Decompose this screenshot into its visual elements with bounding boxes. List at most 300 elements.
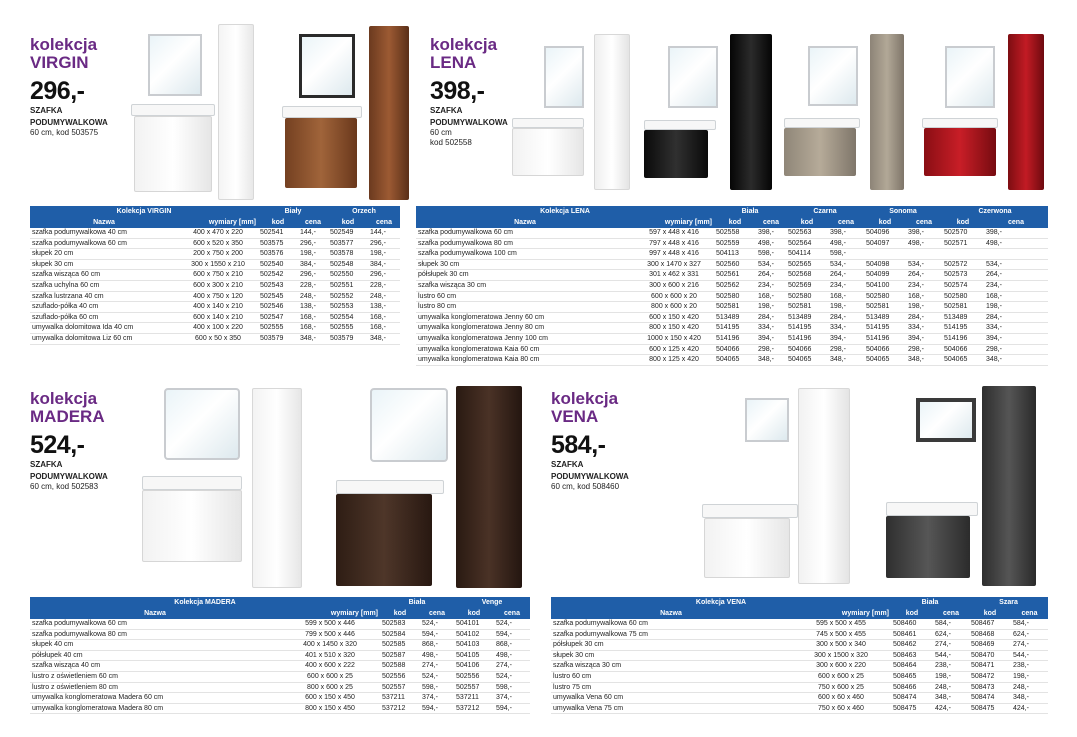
table-column-0: Nazwa xyxy=(551,608,791,619)
table-column-2: kod xyxy=(714,217,756,228)
row-dimensions: 600 x 60 x 460 xyxy=(791,693,891,704)
row-code xyxy=(864,249,906,260)
table-column-1: wymiary [mm] xyxy=(178,217,258,228)
row-name: szafka podumywalkowa 40 cm xyxy=(30,228,178,238)
row-price: 228,- xyxy=(298,280,328,291)
row-price: 168,- xyxy=(368,312,400,323)
row-dimensions: 600 x 600 x 20 xyxy=(634,291,714,302)
row-name: szafka podumywalkowa 80 cm xyxy=(30,629,280,640)
row-price: 334,- xyxy=(756,323,786,334)
row-dimensions: 800 x 125 x 420 xyxy=(634,355,714,366)
lena-mirror-black xyxy=(668,46,718,108)
row-code: 502558 xyxy=(714,228,756,238)
row-price: 198,- xyxy=(933,671,969,682)
table-row xyxy=(30,640,530,651)
row-name: półsłupek 30 cm xyxy=(416,270,634,281)
row-name: szafka wisząca 30 cm xyxy=(416,280,634,291)
madera-basin-white xyxy=(142,476,242,490)
table-row xyxy=(30,270,400,281)
row-dimensions: 800 x 150 x 450 xyxy=(280,703,380,714)
row-price: 594,- xyxy=(420,629,454,640)
lena-code-1: 60 cm xyxy=(430,128,452,137)
table-row xyxy=(30,661,530,672)
table-column-3: cena xyxy=(420,608,454,619)
table-row xyxy=(30,280,400,291)
row-code: 504103 xyxy=(454,640,494,651)
table-row xyxy=(551,629,1048,640)
row-price: 168,- xyxy=(298,323,328,334)
row-code: 502562 xyxy=(714,280,756,291)
row-price: 424,- xyxy=(933,703,969,714)
madera-price: 524,- xyxy=(30,431,85,459)
row-dimensions: 600 x 750 x 210 xyxy=(178,270,258,281)
row-code: 504065 xyxy=(714,355,756,366)
table-row xyxy=(551,619,1048,629)
row-dimensions: 400 x 100 x 220 xyxy=(178,323,258,334)
table-column-header xyxy=(30,217,400,228)
table-column-3: cena xyxy=(933,608,969,619)
virgin-tall-cabinet-walnut xyxy=(369,26,409,200)
row-code: 502554 xyxy=(328,312,368,323)
row-name: szafka uchylna 60 cm xyxy=(30,280,178,291)
row-code: 502581 xyxy=(714,302,756,313)
vena-kolekcja-label: kolekcja xyxy=(551,389,619,408)
row-code: 502564 xyxy=(786,238,828,249)
lena-basin-black xyxy=(644,120,716,130)
table-row xyxy=(30,682,530,693)
row-code: 508472 xyxy=(969,671,1011,682)
row-code: 502555 xyxy=(258,323,298,334)
row-price: 524,- xyxy=(494,619,530,629)
table-row xyxy=(416,344,1048,355)
row-price: 334,- xyxy=(906,323,942,334)
table-row xyxy=(30,703,530,714)
row-code: 502581 xyxy=(786,302,828,313)
madera-basin-venge xyxy=(336,480,444,494)
row-code: 502573 xyxy=(942,270,984,281)
row-price: 138,- xyxy=(368,302,400,313)
table-title: Kolekcja MADERA xyxy=(30,597,380,608)
row-dimensions: 597 x 448 x 416 xyxy=(634,228,714,238)
madera-tall-cabinet-white xyxy=(252,388,302,588)
row-code: 508466 xyxy=(891,682,933,693)
row-code: 502580 xyxy=(942,291,984,302)
row-dimensions: 300 x 600 x 220 xyxy=(791,661,891,672)
row-code: 503576 xyxy=(258,249,298,260)
row-code: 508464 xyxy=(891,661,933,672)
row-dimensions: 800 x 150 x 420 xyxy=(634,323,714,334)
row-dimensions: 300 x 1550 x 210 xyxy=(178,259,258,270)
row-price: 598,- xyxy=(756,249,786,260)
virgin-basin-walnut xyxy=(282,106,362,118)
table-column-4: kod xyxy=(454,608,494,619)
row-code: 537212 xyxy=(454,703,494,714)
row-name: lustro 60 cm xyxy=(416,291,634,302)
table-row xyxy=(30,323,400,334)
row-price: 234,- xyxy=(984,280,1048,291)
virgin-kolekcja-label: kolekcja xyxy=(30,35,98,54)
virgin-promo xyxy=(30,36,130,138)
table-row xyxy=(30,629,530,640)
row-code: 508467 xyxy=(969,619,1011,629)
row-dimensions: 745 x 500 x 455 xyxy=(791,629,891,640)
row-code: 502546 xyxy=(258,302,298,313)
table-column-header xyxy=(551,608,1048,619)
row-price: 264,- xyxy=(828,270,864,281)
row-code: 502581 xyxy=(864,302,906,313)
row-code: 508475 xyxy=(969,703,1011,714)
table-row xyxy=(30,693,530,704)
table-column-3: cena xyxy=(756,217,786,228)
row-code: 502550 xyxy=(328,270,368,281)
row-code: 502559 xyxy=(714,238,756,249)
row-dimensions: 797 x 448 x 416 xyxy=(634,238,714,249)
row-code: 502542 xyxy=(258,270,298,281)
row-name: lustro z oświetleniem 80 cm xyxy=(30,682,280,693)
madera-vanity-white xyxy=(142,490,242,562)
row-price: 534,- xyxy=(828,259,864,270)
row-code: 514196 xyxy=(714,333,756,344)
row-code: 508470 xyxy=(969,650,1011,661)
lena-tall-cabinet-white xyxy=(594,34,630,190)
madera-desc-2: PODUMYWALKOWA xyxy=(30,472,108,481)
row-price: 168,- xyxy=(984,291,1048,302)
row-price: 248,- xyxy=(933,682,969,693)
table-row xyxy=(416,228,1048,238)
row-code: 508463 xyxy=(891,650,933,661)
row-code: 503579 xyxy=(258,333,298,344)
row-price: 198,- xyxy=(298,249,328,260)
table-row xyxy=(30,671,530,682)
lena-desc-1: SZAFKA xyxy=(430,106,463,115)
row-price: 348,- xyxy=(828,355,864,366)
row-code: 508462 xyxy=(891,640,933,651)
virgin-mirror-white xyxy=(148,34,202,96)
row-price: 534,- xyxy=(984,259,1048,270)
row-code: 502565 xyxy=(786,259,828,270)
table-row xyxy=(551,661,1048,672)
vena-mirror-grey xyxy=(916,398,976,442)
row-dimensions: 400 x 1450 x 320 xyxy=(280,640,380,651)
table-row xyxy=(551,703,1048,714)
table-title: Kolekcja VENA xyxy=(551,597,891,608)
row-price: 168,- xyxy=(756,291,786,302)
row-name: słupek 30 cm xyxy=(551,650,791,661)
row-price: 398,- xyxy=(906,228,942,238)
lena-price: 398,- xyxy=(430,77,485,105)
row-price: 348,- xyxy=(906,355,942,366)
row-code: 504066 xyxy=(714,344,756,355)
row-name: lustro 60 cm xyxy=(551,671,791,682)
row-code: 502552 xyxy=(328,291,368,302)
row-dimensions: 600 x 600 x 25 xyxy=(791,671,891,682)
row-price: 394,- xyxy=(828,333,864,344)
row-dimensions: 800 x 600 x 25 xyxy=(280,682,380,693)
table-column-2: kod xyxy=(258,217,298,228)
row-code: 508475 xyxy=(891,703,933,714)
lena-mirror-sonoma xyxy=(808,46,858,106)
table-column-2: kod xyxy=(380,608,420,619)
row-price: 284,- xyxy=(906,312,942,323)
table-column-header xyxy=(30,608,530,619)
row-code: 502556 xyxy=(380,671,420,682)
row-price: 348,- xyxy=(298,333,328,344)
row-code: 502548 xyxy=(328,259,368,270)
row-dimensions: 600 x 140 x 210 xyxy=(178,312,258,323)
row-price: 524,- xyxy=(420,619,454,629)
row-price: 296,- xyxy=(298,238,328,249)
lena-basin-red xyxy=(922,118,998,128)
table-row xyxy=(30,291,400,302)
row-name: słupek 30 cm xyxy=(416,259,634,270)
virgin-code: 60 cm, kod 503575 xyxy=(30,128,99,137)
row-name: szafka wisząca 40 cm xyxy=(30,661,280,672)
lena-vanity-black xyxy=(644,130,708,178)
lena-tall-cabinet-black xyxy=(730,34,772,190)
virgin-basin-white xyxy=(131,104,215,116)
row-name: szuflado-półka 60 cm xyxy=(30,312,178,323)
vena-mirror-white xyxy=(745,398,789,442)
table-row xyxy=(30,249,400,260)
virgin-desc-2: PODUMYWALKOWA xyxy=(30,118,108,127)
row-price: 168,- xyxy=(906,291,942,302)
row-price: 348,- xyxy=(756,355,786,366)
madera-code: 60 cm, kod 502583 xyxy=(30,482,99,491)
row-price: 394,- xyxy=(984,333,1048,344)
virgin-collection-name: VIRGIN xyxy=(30,53,89,72)
row-name: lustro 80 cm xyxy=(416,302,634,313)
row-dimensions: 400 x 600 x 222 xyxy=(280,661,380,672)
row-price xyxy=(984,249,1048,260)
virgin-desc-1: SZAFKA xyxy=(30,106,63,115)
row-name: słupek 40 cm xyxy=(30,640,280,651)
table-group-0: Biały xyxy=(258,206,328,217)
row-code: 504065 xyxy=(786,355,828,366)
virgin-price-table xyxy=(30,206,400,345)
row-name: półsłupek 40 cm xyxy=(30,650,280,661)
table-row xyxy=(416,312,1048,323)
row-code: 502557 xyxy=(380,682,420,693)
row-price: 384,- xyxy=(368,259,400,270)
row-price: 274,- xyxy=(933,640,969,651)
row-code: 508471 xyxy=(969,661,1011,672)
row-name: umywalka Vena 60 cm xyxy=(551,693,791,704)
row-price: 264,- xyxy=(756,270,786,281)
row-code: 502556 xyxy=(454,671,494,682)
row-code: 502581 xyxy=(942,302,984,313)
row-dimensions: 750 x 600 x 25 xyxy=(791,682,891,693)
table-column-4: kod xyxy=(969,608,1011,619)
row-price: 248,- xyxy=(1011,682,1048,693)
row-code: 502587 xyxy=(380,650,420,661)
row-code: 502551 xyxy=(328,280,368,291)
row-price: 284,- xyxy=(756,312,786,323)
row-price: 198,- xyxy=(756,302,786,313)
row-code: 504113 xyxy=(714,249,756,260)
row-price: 234,- xyxy=(906,280,942,291)
row-code: 537212 xyxy=(380,703,420,714)
row-price: 384,- xyxy=(298,259,328,270)
madera-price-table xyxy=(30,597,530,714)
row-price: 198,- xyxy=(828,302,864,313)
row-price: 524,- xyxy=(494,671,530,682)
row-price: 598,- xyxy=(828,249,864,260)
row-price: 624,- xyxy=(1011,629,1048,640)
row-dimensions: 600 x 520 x 350 xyxy=(178,238,258,249)
row-code: 508474 xyxy=(891,693,933,704)
table-row xyxy=(551,650,1048,661)
row-name: szafka wisząca 60 cm xyxy=(30,270,178,281)
table-row xyxy=(30,228,400,238)
table-group-0: Biała xyxy=(714,206,786,217)
row-code: 502580 xyxy=(786,291,828,302)
row-dimensions: 300 x 600 x 216 xyxy=(634,280,714,291)
row-dimensions: 600 x 150 x 420 xyxy=(634,312,714,323)
row-code: 504105 xyxy=(454,650,494,661)
row-code: 504098 xyxy=(864,259,906,270)
row-price: 198,- xyxy=(368,249,400,260)
row-code: 502568 xyxy=(786,270,828,281)
row-price: 298,- xyxy=(756,344,786,355)
vena-tall-cabinet-white xyxy=(798,388,850,584)
lena-vanity-sonoma xyxy=(784,128,856,176)
row-price: 398,- xyxy=(828,228,864,238)
row-price xyxy=(906,249,942,260)
row-price: 298,- xyxy=(828,344,864,355)
row-code: 502561 xyxy=(714,270,756,281)
row-code: 504101 xyxy=(454,619,494,629)
row-code: 537211 xyxy=(454,693,494,704)
row-price: 248,- xyxy=(368,291,400,302)
virgin-mirror-walnut xyxy=(299,34,355,98)
table-group-header xyxy=(30,597,530,608)
row-dimensions: 600 x 150 x 450 xyxy=(280,693,380,704)
row-code: 502572 xyxy=(942,259,984,270)
row-price: 274,- xyxy=(1011,640,1048,651)
row-dimensions: 300 x 1470 x 327 xyxy=(634,259,714,270)
table-row xyxy=(416,355,1048,366)
row-dimensions: 400 x 750 x 120 xyxy=(178,291,258,302)
row-code: 502571 xyxy=(942,238,984,249)
vena-basin-grey xyxy=(886,502,978,516)
row-dimensions: 600 x 125 x 420 xyxy=(634,344,714,355)
row-code: 502584 xyxy=(380,629,420,640)
table-group-0: Biała xyxy=(891,597,969,608)
table-group-1: Szara xyxy=(969,597,1048,608)
lena-tall-cabinet-sonoma xyxy=(870,34,904,190)
row-price: 544,- xyxy=(933,650,969,661)
row-price: 168,- xyxy=(368,323,400,334)
row-price: 534,- xyxy=(756,259,786,270)
row-code: 502563 xyxy=(786,228,828,238)
lena-kolekcja-label: kolekcja xyxy=(430,35,498,54)
table-row xyxy=(30,650,530,661)
table-row xyxy=(416,333,1048,344)
lena-price-table xyxy=(416,206,1048,366)
row-price: 624,- xyxy=(933,629,969,640)
row-price: 498,- xyxy=(828,238,864,249)
table-group-3: Czerwona xyxy=(942,206,1048,217)
row-code: 502543 xyxy=(258,280,298,291)
row-code: 513489 xyxy=(714,312,756,323)
table-row xyxy=(551,671,1048,682)
row-dimensions: 301 x 462 x 331 xyxy=(634,270,714,281)
row-price: 498,- xyxy=(494,650,530,661)
row-code: 514195 xyxy=(864,323,906,334)
virgin-vanity-white xyxy=(134,116,212,192)
lena-desc-2: PODUMYWALKOWA xyxy=(430,118,508,127)
row-price: 498,- xyxy=(906,238,942,249)
vena-collection-name: VENA xyxy=(551,407,599,426)
row-code: 502585 xyxy=(380,640,420,651)
row-dimensions: 1000 x 150 x 420 xyxy=(634,333,714,344)
row-code: 502540 xyxy=(258,259,298,270)
madera-collection-name: MADERA xyxy=(30,407,105,426)
table-row xyxy=(416,323,1048,334)
row-price: 374,- xyxy=(494,693,530,704)
row-code: 514196 xyxy=(786,333,828,344)
row-code: 503577 xyxy=(328,238,368,249)
row-code: 504096 xyxy=(864,228,906,238)
row-name: umywalka dolomitowa Liz 60 cm xyxy=(30,333,178,344)
row-code: 514196 xyxy=(942,333,984,344)
row-code: 502569 xyxy=(786,280,828,291)
madera-promo xyxy=(30,390,140,492)
vena-basin-white xyxy=(702,504,798,518)
row-dimensions: 401 x 510 x 320 xyxy=(280,650,380,661)
row-dimensions: 300 x 500 x 340 xyxy=(791,640,891,651)
row-name: szafka podumywalkowa 60 cm xyxy=(416,228,634,238)
row-price: 284,- xyxy=(984,312,1048,323)
row-code: 503575 xyxy=(258,238,298,249)
table-row xyxy=(30,333,400,344)
table-group-header xyxy=(30,206,400,217)
vena-price-table xyxy=(551,597,1048,714)
row-price: 264,- xyxy=(906,270,942,281)
table-row xyxy=(30,312,400,323)
row-code: 514195 xyxy=(942,323,984,334)
table-column-5: cena xyxy=(494,608,530,619)
row-name: słupek 20 cm xyxy=(30,249,178,260)
row-name: szafka lustrzana 40 cm xyxy=(30,291,178,302)
row-price: 498,- xyxy=(984,238,1048,249)
virgin-vanity-walnut xyxy=(285,118,357,188)
row-price: 248,- xyxy=(298,291,328,302)
row-code: 504114 xyxy=(786,249,828,260)
row-price: 544,- xyxy=(1011,650,1048,661)
table-column-9: cena xyxy=(984,217,1048,228)
row-dimensions: 400 x 470 x 220 xyxy=(178,228,258,238)
table-group-0: Biała xyxy=(380,597,454,608)
row-price: 594,- xyxy=(494,629,530,640)
row-code: 502553 xyxy=(328,302,368,313)
row-code: 514195 xyxy=(786,323,828,334)
row-code: 504097 xyxy=(864,238,906,249)
row-name: szafka podumywalkowa 60 cm xyxy=(30,619,280,629)
table-row xyxy=(416,259,1048,270)
lena-vanity-red xyxy=(924,128,996,176)
row-price: 594,- xyxy=(494,703,530,714)
row-code: 504066 xyxy=(864,344,906,355)
lena-collection-name: LENA xyxy=(430,53,477,72)
row-dimensions: 997 x 448 x 416 xyxy=(634,249,714,260)
row-price: 424,- xyxy=(1011,703,1048,714)
row-code: 508461 xyxy=(891,629,933,640)
row-code: 502574 xyxy=(942,280,984,291)
table-row xyxy=(416,238,1048,249)
row-dimensions: 300 x 1500 x 320 xyxy=(791,650,891,661)
row-price: 334,- xyxy=(828,323,864,334)
